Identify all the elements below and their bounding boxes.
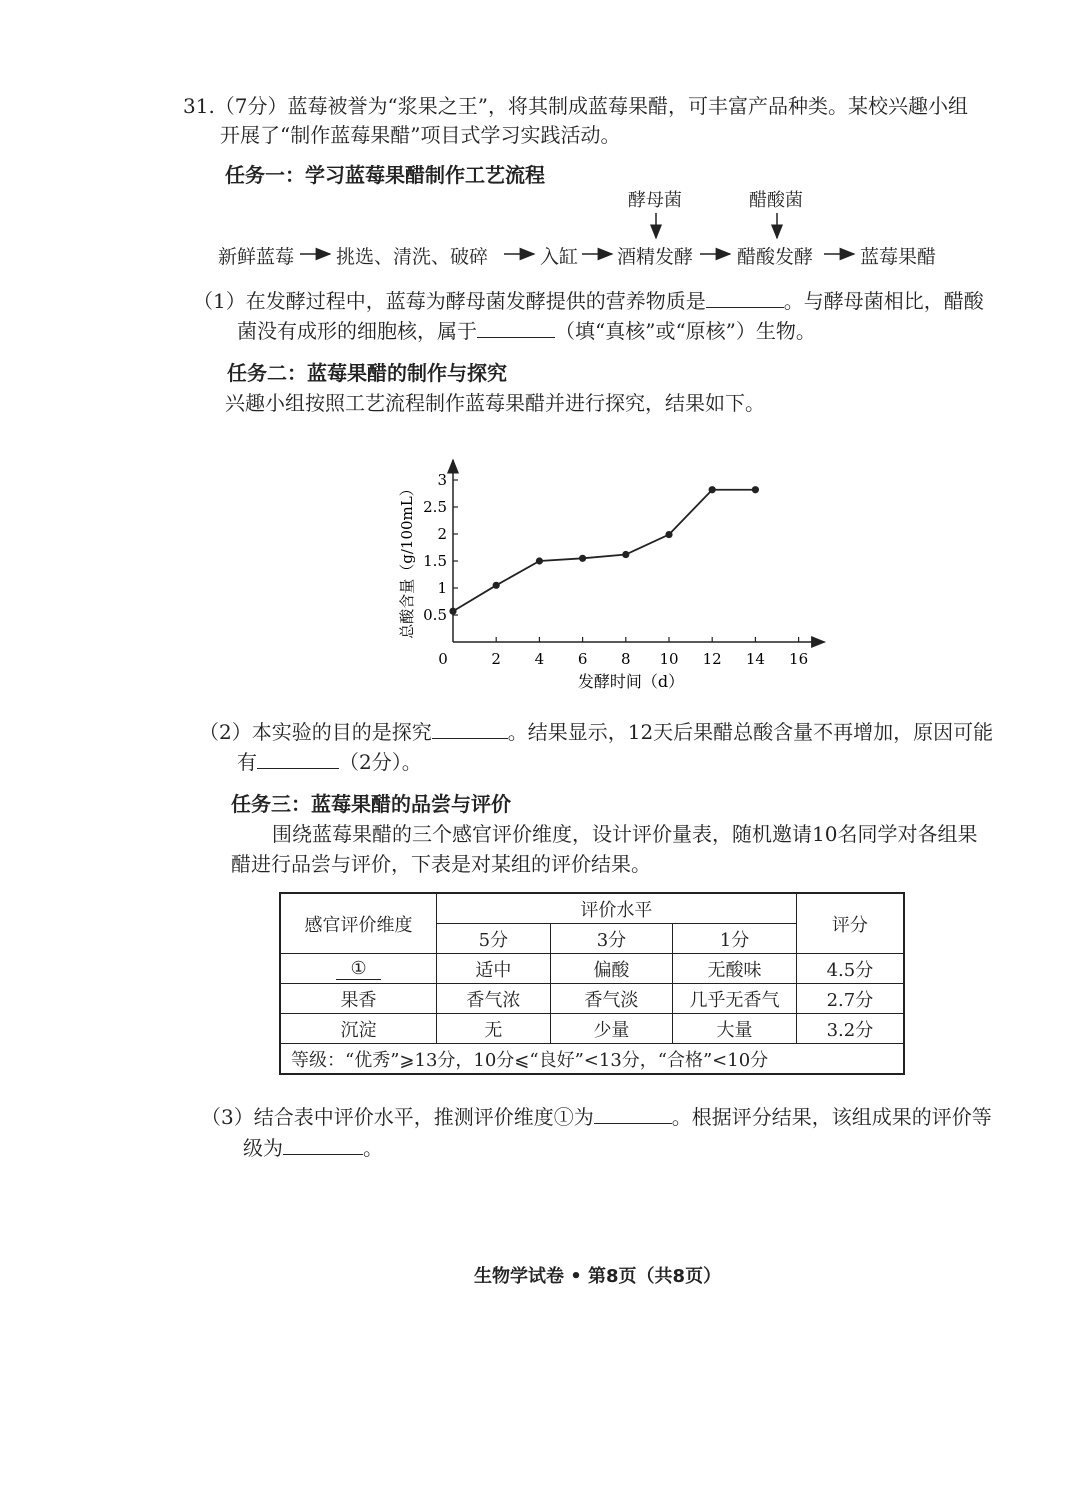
table-cell: 少量 — [550, 1014, 673, 1044]
table-cell — [280, 954, 437, 984]
evaluation-table — [279, 892, 905, 1075]
data-point — [709, 486, 716, 493]
q1-text-c: 菌没有成形的细胞核，属于 — [237, 319, 477, 343]
table-cell: 大量 — [673, 1014, 797, 1044]
x-tick-label: 6 — [577, 650, 588, 668]
table-cell: 沉淀 — [280, 1014, 437, 1044]
page-footer: 生物学试卷 • 第8页（共8页） — [474, 1266, 722, 1287]
table-cell: 几乎无香气 — [673, 984, 797, 1014]
header-level: 评价水平 — [437, 893, 797, 924]
flow-step-prepare: 挑选、清洗、破碎 — [336, 246, 489, 268]
q1-line-2 — [237, 317, 816, 345]
table-row — [280, 984, 904, 1014]
q2-blank-2[interactable] — [257, 748, 339, 769]
x-tick-label: 2 — [491, 650, 501, 668]
q2-line-2 — [237, 748, 422, 776]
flow-step-product: 蓝莓果醋 — [860, 246, 937, 268]
y-tick-label: 1 — [437, 579, 447, 597]
x-tick-label: 8 — [621, 650, 631, 668]
q3-blank-1[interactable] — [594, 1103, 672, 1124]
data-point — [449, 608, 456, 615]
chart-ticks — [423, 471, 808, 668]
table-cell: 4.5分 — [796, 954, 904, 984]
q1-text-b: 。与酵母菌相比，醋酸 — [783, 289, 984, 313]
data-point — [752, 486, 759, 493]
table-cell: 香气浓 — [437, 984, 551, 1014]
header-score: 评分 — [796, 893, 904, 954]
table-cell: 适中 — [437, 954, 551, 984]
data-point — [536, 557, 543, 564]
table-cell: 偏酸 — [550, 954, 673, 984]
level-1: 1分 — [673, 924, 797, 954]
chart-axes — [453, 460, 825, 642]
dimension-blank-marker: ① — [336, 958, 380, 980]
q2-blank-1[interactable] — [432, 718, 508, 739]
data-point — [665, 531, 672, 538]
y-tick-label: 0.5 — [423, 606, 447, 624]
x-tick-label: 10 — [659, 650, 679, 668]
table-cell: 2.7分 — [796, 984, 904, 1014]
q2-text-d: （2分）。 — [339, 750, 422, 774]
acid-content-chart — [395, 455, 835, 705]
data-point — [579, 555, 586, 562]
data-point — [493, 582, 500, 589]
y-tick-label: 2.5 — [423, 498, 447, 516]
q3-text-b: 。根据评分结果，该组成果的评价等 — [671, 1105, 992, 1129]
flow-step-alcohol: 酒精发酵 — [617, 246, 694, 268]
q1-blank-1[interactable] — [706, 287, 784, 308]
x-tick-label: 14 — [745, 650, 765, 668]
task2-intro: 兴趣小组按照工艺流程制作蓝莓果醋并进行探究，结果如下。 — [225, 391, 765, 415]
flow-step-vat: 入缸 — [540, 246, 579, 268]
flow-step-fresh: 新鲜蓝莓 — [218, 246, 295, 268]
q3-text-d: 。 — [363, 1136, 383, 1160]
microbe-yeast: 酵母菌 — [628, 190, 682, 211]
task1-title: 任务一：学习蓝莓果醋制作工艺流程 — [225, 163, 545, 187]
header-dimension: 感官评价维度 — [280, 893, 437, 954]
question-line-1: 31.（7分）蓝莓被誉为“浆果之王”，将其制成蓝莓果醋，可丰富产品种类。某校兴趣小组 — [183, 94, 968, 118]
chart-x-axis-label: 发酵时间（d） — [577, 672, 685, 691]
table-cell: 无 — [437, 1014, 551, 1044]
grade-note: 等级：“优秀”⩾13分，10分⩽“良好”<13分，“合格”<10分 — [280, 1044, 904, 1075]
y-tick-label: 3 — [437, 471, 447, 489]
table-cell: 果香 — [280, 984, 437, 1014]
level-5: 5分 — [437, 924, 551, 954]
q1-text-a: （1）在发酵过程中，蓝莓为酵母菌发酵提供的营养物质是 — [193, 289, 706, 313]
table-cell: 香气淡 — [550, 984, 673, 1014]
task3-intro-2: 醋进行品尝与评价，下表是对某组的评价结果。 — [231, 852, 651, 876]
q3-blank-2[interactable] — [283, 1134, 363, 1155]
q1-line-1 — [193, 287, 984, 315]
q3-line-1 — [201, 1103, 992, 1131]
q1-text-d: （填“真核”或“原核”）生物。 — [555, 319, 816, 343]
level-3: 3分 — [550, 924, 673, 954]
q3-text-c: 级为 — [243, 1136, 283, 1160]
task2-title: 任务二：蓝莓果醋的制作与探究 — [227, 361, 507, 385]
q2-text-b: 。结果显示，12天后果醋总酸含量不再增加，原因可能 — [507, 720, 994, 744]
task3-title: 任务三：蓝莓果醋的品尝与评价 — [231, 792, 511, 816]
table-cell: 无酸味 — [673, 954, 797, 984]
x-tick-label: 0 — [438, 650, 448, 668]
y-tick-label: 2 — [437, 525, 447, 543]
q3-line-2 — [243, 1134, 383, 1162]
microbe-acetobacter: 醋酸菌 — [749, 190, 803, 211]
data-point — [622, 551, 629, 558]
q2-text-c: 有 — [237, 750, 257, 774]
table-row — [280, 1014, 904, 1044]
q1-blank-2[interactable] — [477, 317, 555, 338]
x-tick-label: 16 — [789, 650, 809, 668]
y-tick-label: 1.5 — [423, 552, 447, 570]
question-line-2: 开展了“制作蓝莓果醋”项目式学习实践活动。 — [220, 123, 621, 147]
task3-intro-1: 围绕蓝莓果醋的三个感官评价维度，设计评价量表，随机邀请10名同学对各组果 — [272, 822, 978, 846]
table-row — [280, 954, 904, 984]
chart-series — [449, 486, 759, 615]
q2-line-1 — [199, 718, 993, 746]
q3-text-a: （3）结合表中评价水平，推测评价维度①为 — [201, 1105, 594, 1129]
chart-y-axis-label: 总酸含量（g/100mL） — [398, 481, 416, 639]
series-line — [453, 490, 755, 611]
x-tick-label: 12 — [702, 650, 722, 668]
q2-text-a: （2）本实验的目的是探究 — [199, 720, 432, 744]
flow-step-acetic: 醋酸发酵 — [737, 246, 814, 268]
x-tick-label: 4 — [534, 650, 545, 668]
table-cell: 3.2分 — [796, 1014, 904, 1044]
